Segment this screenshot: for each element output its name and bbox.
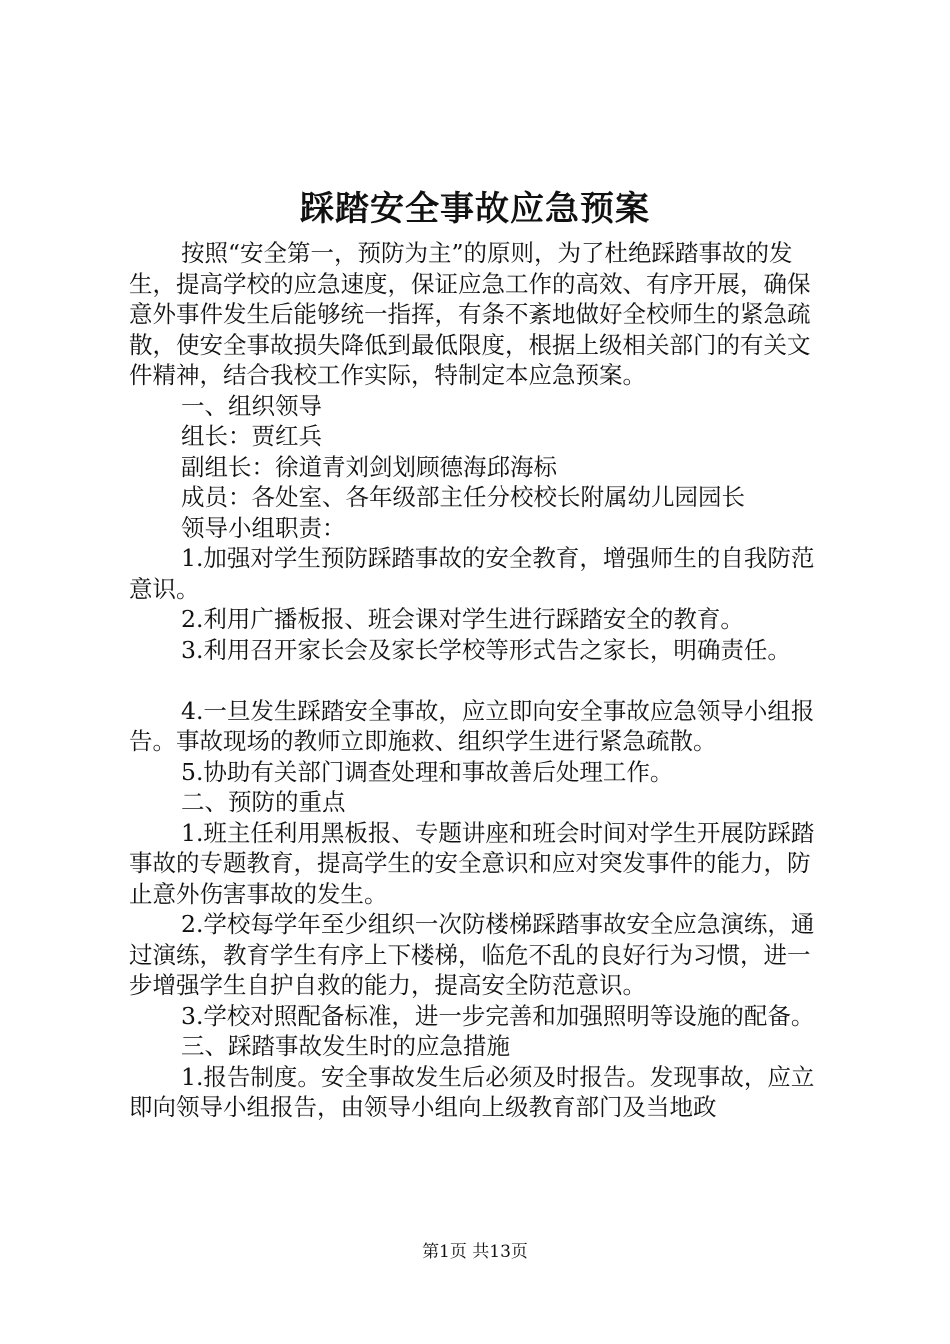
prevention-item-2: 2.学校每学年至少组织一次防楼梯踩踏事故安全应急演练，通过演练，教育学生有序上下楼梯，临危不乱的良好行为习惯，进一步增强学生自护自救的能力，提高安全防范意识。 <box>129 910 815 999</box>
duty-item-4: 4.一旦发生踩踏安全事故，应立即向安全事故应急领导小组报告。事故现场的教师立即施救、组织学生进行紧急疏散。 <box>129 696 815 755</box>
prevention-item-3: 3.学校对照配备标准，进一步完善和加强照明等设施的配备。 <box>181 1001 815 1030</box>
members-line: 成员：各处室、各年级部主任分校校长附属幼儿园园长 <box>181 483 745 511</box>
duties-heading: 领导小组职责： <box>181 513 346 542</box>
page-footer: 第1页 共13页 <box>422 1242 528 1262</box>
duty-item-1: 1.加强对学生预防踩踏事故的安全教育，增强师生的自我防范意识。 <box>129 544 815 603</box>
deputy-leader-line: 副组长：徐道青刘剑划顾德海邱海标 <box>181 452 557 481</box>
blank-line <box>129 665 831 696</box>
section-heading-prevention: 二、预防的重点 <box>181 788 346 816</box>
intro-paragraph: 按照“安全第一，预防为主”的原则，为了杜绝踩踏事故的发生，提高学校的应急速度，保证应急工作的高效、有序开展，确保意外事件发生后能够统一指挥，有条不紊地做好全校师生的紧急疏散，使安全事故损失降低到最低限度，根据上级相关部门的有关文件精神，结合我校工作实际，特制定本应急预案。 <box>129 239 811 389</box>
section-heading-emergency: 三、踩踏事故发生时的应急措施 <box>181 1032 510 1060</box>
document-title: 踩踏安全事故应急预案 <box>300 189 650 229</box>
document-body <box>129 238 831 1123</box>
group-leader-line: 组长：贾红兵 <box>181 422 322 450</box>
section-heading-organization: 一、组织领导 <box>181 391 322 420</box>
duty-item-5: 5.协助有关部门调查处理和事故善后处理工作。 <box>181 757 674 786</box>
prevention-item-1: 1.班主任利用黑板报、专题讲座和班会时间对学生开展防踩踏事故的专题教育，提高学生的安全意识和应对突发事件的能力，防止意外伤害事故的发生。 <box>129 818 815 908</box>
duty-item-3: 3.利用召开家长会及家长学校等形式告之家长，明确责任。 <box>181 635 791 664</box>
emergency-item-1: 1.报告制度。安全事故发生后必须及时报告。发现事故，应立即向领导小组报告，由领导小组向上级教育部门及当地政 <box>129 1062 815 1121</box>
duty-item-2: 2.利用广播板报、班会课对学生进行踩踏安全的教育。 <box>181 605 744 633</box>
